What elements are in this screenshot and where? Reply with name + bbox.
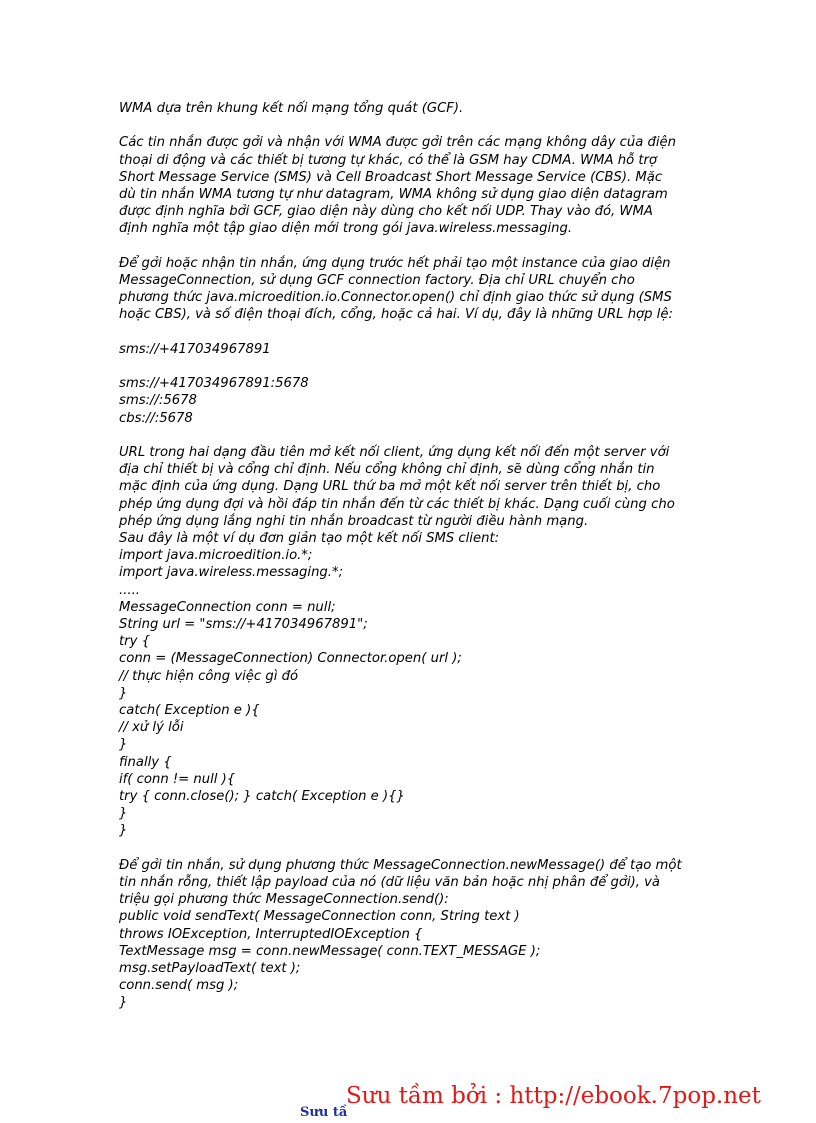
text-line: ..... bbox=[119, 582, 140, 598]
text-line: tin nhắn rỗng, thiết lập payload của nó (dữ liệu văn bản hoặc nhị phân để gởi), và bbox=[119, 875, 661, 891]
paragraph bbox=[119, 100, 719, 117]
text-line: } bbox=[119, 685, 128, 701]
text-line: catch( Exception e ){ bbox=[119, 703, 260, 719]
text-line: } bbox=[119, 806, 128, 822]
text-line: triệu gọi phương thức MessageConnection.send(): bbox=[119, 892, 449, 908]
text-line: conn = (MessageConnection) Connector.open( url ); bbox=[119, 651, 462, 667]
text-line: hoặc CBS), và số điện thoại đích, cổng, hoặc cả hai. Ví dụ, đây là những URL hợp lệ: bbox=[119, 307, 673, 323]
paragraph bbox=[119, 444, 719, 840]
text-line: URL trong hai dạng đầu tiên mở kết nối client, ứng dụng kết nối đến một server với bbox=[119, 444, 670, 460]
text-line: try { conn.close(); } catch( Exception e ){} bbox=[119, 789, 405, 805]
text-line: Short Message Service (SMS) và Cell Broadcast Short Message Service (CBS). Mặc bbox=[119, 169, 663, 185]
text-line: TextMessage msg = conn.newMessage( conn.TEXT_MESSAGE ); bbox=[119, 943, 541, 959]
text-line: } bbox=[119, 823, 128, 839]
footer-watermark-small: Sưu tầ bbox=[300, 1105, 348, 1120]
text-line: // xử lý lỗi bbox=[119, 720, 184, 736]
text-line: public void sendText( MessageConnection conn, String text ) bbox=[119, 909, 520, 925]
text-line: sms://:5678 bbox=[119, 393, 197, 409]
text-line: sms://+417034967891 bbox=[119, 341, 271, 357]
text-line: Sau đây là một ví dụ đơn giản tạo một kết nối SMS client: bbox=[119, 531, 500, 546]
text-line: phép ứng dụng lắng nghi tin nhắn broadcast từ người điều hành mạng. bbox=[119, 513, 589, 529]
paragraph bbox=[119, 255, 719, 324]
text-line: if( conn != null ){ bbox=[119, 771, 236, 787]
footer-watermark bbox=[300, 1083, 761, 1123]
footer-watermark-link: Sưu tầm bởi : http://ebook.7pop.net bbox=[346, 1083, 761, 1109]
text-line: sms://+417034967891:5678 bbox=[119, 376, 309, 392]
text-line: Để gởi tin nhắn, sử dụng phương thức MessageConnection.newMessage() để tạo một bbox=[119, 857, 682, 873]
text-line: Các tin nhắn được gởi và nhận với WMA được gởi trên các mạng không dây của điện bbox=[119, 135, 677, 151]
text-line: import java.wireless.messaging.*; bbox=[119, 565, 344, 581]
text-line: phép ứng dụng đợi và hồi đáp tin nhắn đến từ các thiết bị khác. Dạng cuối cùng cho bbox=[119, 496, 675, 512]
text-line: finally { bbox=[119, 754, 172, 770]
text-line: WMA dựa trên khung kết nối mạng tổng quát (GCF). bbox=[119, 101, 464, 116]
text-line: MessageConnection conn = null; bbox=[119, 599, 336, 615]
text-line: Để gởi hoặc nhận tin nhắn, ứng dụng trước hết phải tạo một instance của giao diện bbox=[119, 255, 671, 271]
text-line: String url = "sms://+417034967891"; bbox=[119, 617, 368, 633]
text-line: thoại di động và các thiết bị tương tự khác, có thể là GSM hay CDMA. WMA hỗ trợ bbox=[119, 152, 657, 168]
paragraph bbox=[119, 134, 719, 237]
paragraph bbox=[119, 857, 719, 1012]
text-line: import java.microedition.io.*; bbox=[119, 548, 313, 564]
text-line: throws IOException, InterruptedIOException { bbox=[119, 926, 423, 942]
document-body bbox=[119, 100, 719, 1029]
text-line: được định nghĩa bởi GCF, giao diện này dùng cho kết nối UDP. Thay vào đó, WMA bbox=[119, 204, 653, 220]
text-line: cbs://:5678 bbox=[119, 410, 193, 426]
text-line: msg.setPayloadText( text ); bbox=[119, 961, 301, 977]
paragraph bbox=[119, 375, 719, 427]
text-line: // thực hiện công việc gì đó bbox=[119, 668, 299, 684]
paragraph bbox=[119, 341, 719, 358]
text-line: MessageConnection, sử dụng GCF connection factory. Địa chỉ URL chuyển cho bbox=[119, 273, 635, 288]
text-line: địa chỉ thiết bị và cổng chỉ định. Nếu cổng không chỉ định, sẽ dùng cổng nhắn tin bbox=[119, 462, 655, 478]
text-line: định nghĩa một tập giao diện mới trong gói java.wireless.messaging. bbox=[119, 221, 573, 237]
text-line: conn.send( msg ); bbox=[119, 978, 239, 994]
text-line: try { bbox=[119, 634, 150, 650]
text-line: phương thức java.microedition.io.Connector.open() chỉ định giao thức sử dụng (SMS bbox=[119, 290, 672, 306]
text-line: } bbox=[119, 995, 128, 1011]
text-line: mặc định của ứng dụng. Dạng URL thứ ba mở một kết nối server trên thiết bị, cho bbox=[119, 479, 661, 495]
text-line: dù tin nhắn WMA tương tự như datagram, WMA không sử dụng giao diện datagram bbox=[119, 187, 668, 202]
text-line: } bbox=[119, 737, 128, 753]
